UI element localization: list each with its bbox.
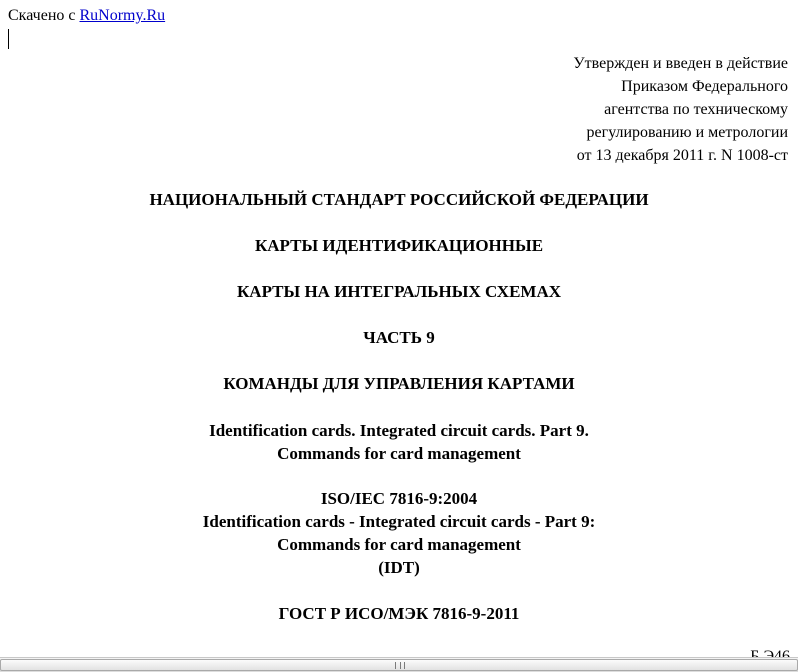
title-1-text: КАРТЫ ИДЕНТИФИКАЦИОННЫЕ: [254, 236, 544, 255]
iso-reference-line: Commands for card management: [277, 535, 521, 554]
approval-line: Утвержден и введен в действие: [573, 55, 788, 72]
scrollbar-grip-icon: [395, 662, 405, 669]
english-title-line: Commands for card management: [277, 444, 521, 463]
iso-reference-line: Identification cards - Integrated circuit cards - Part 9:: [202, 512, 596, 531]
national-standard-heading: [0, 188, 798, 211]
text-cursor: [8, 29, 9, 49]
national-standard-text: НАЦИОНАЛЬНЫЙ СТАНДАРТ РОССИЙСКОЙ ФЕДЕРАЦИИ: [149, 190, 649, 209]
title-card-management-commands: [0, 372, 798, 395]
scrollbar-thumb[interactable]: [0, 659, 798, 671]
iso-reference-line: ISO/IEC 7816-9:2004: [320, 489, 478, 508]
part-number-heading: [0, 326, 798, 349]
download-prefix: Скачено с: [8, 7, 76, 24]
iso-reference-line: (IDT): [378, 558, 420, 577]
approval-line: Приказом Федерального: [621, 78, 788, 95]
approval-line: от 13 декабря 2011 г. N 1008-ст: [576, 147, 788, 164]
english-title-block: [0, 419, 798, 465]
gost-number-text: ГОСТ Р ИСО/МЭК 7816-9-2011: [278, 604, 520, 623]
english-title-line: Identification cards. Integrated circuit cards. Part 9.: [209, 421, 589, 440]
runormy-link[interactable]: RuNormy.Ru: [79, 7, 166, 24]
iso-reference-block: [0, 487, 798, 579]
approval-line: регулированию и метрологии: [586, 124, 788, 141]
title-identification-cards: [0, 234, 798, 257]
title-integrated-circuit-cards: [0, 280, 798, 303]
approval-block: [573, 52, 788, 167]
part-text: ЧАСТЬ 9: [363, 328, 435, 347]
gost-number-heading: [0, 602, 798, 625]
title-2-text: КАРТЫ НА ИНТЕГРАЛЬНЫХ СХЕМАХ: [236, 282, 562, 301]
download-source-line: [8, 6, 165, 26]
approval-line: агентства по техническому: [604, 101, 788, 118]
horizontal-scrollbar[interactable]: [0, 657, 798, 672]
title-3-text: КОМАНДЫ ДЛЯ УПРАВЛЕНИЯ КАРТАМИ: [223, 374, 575, 393]
